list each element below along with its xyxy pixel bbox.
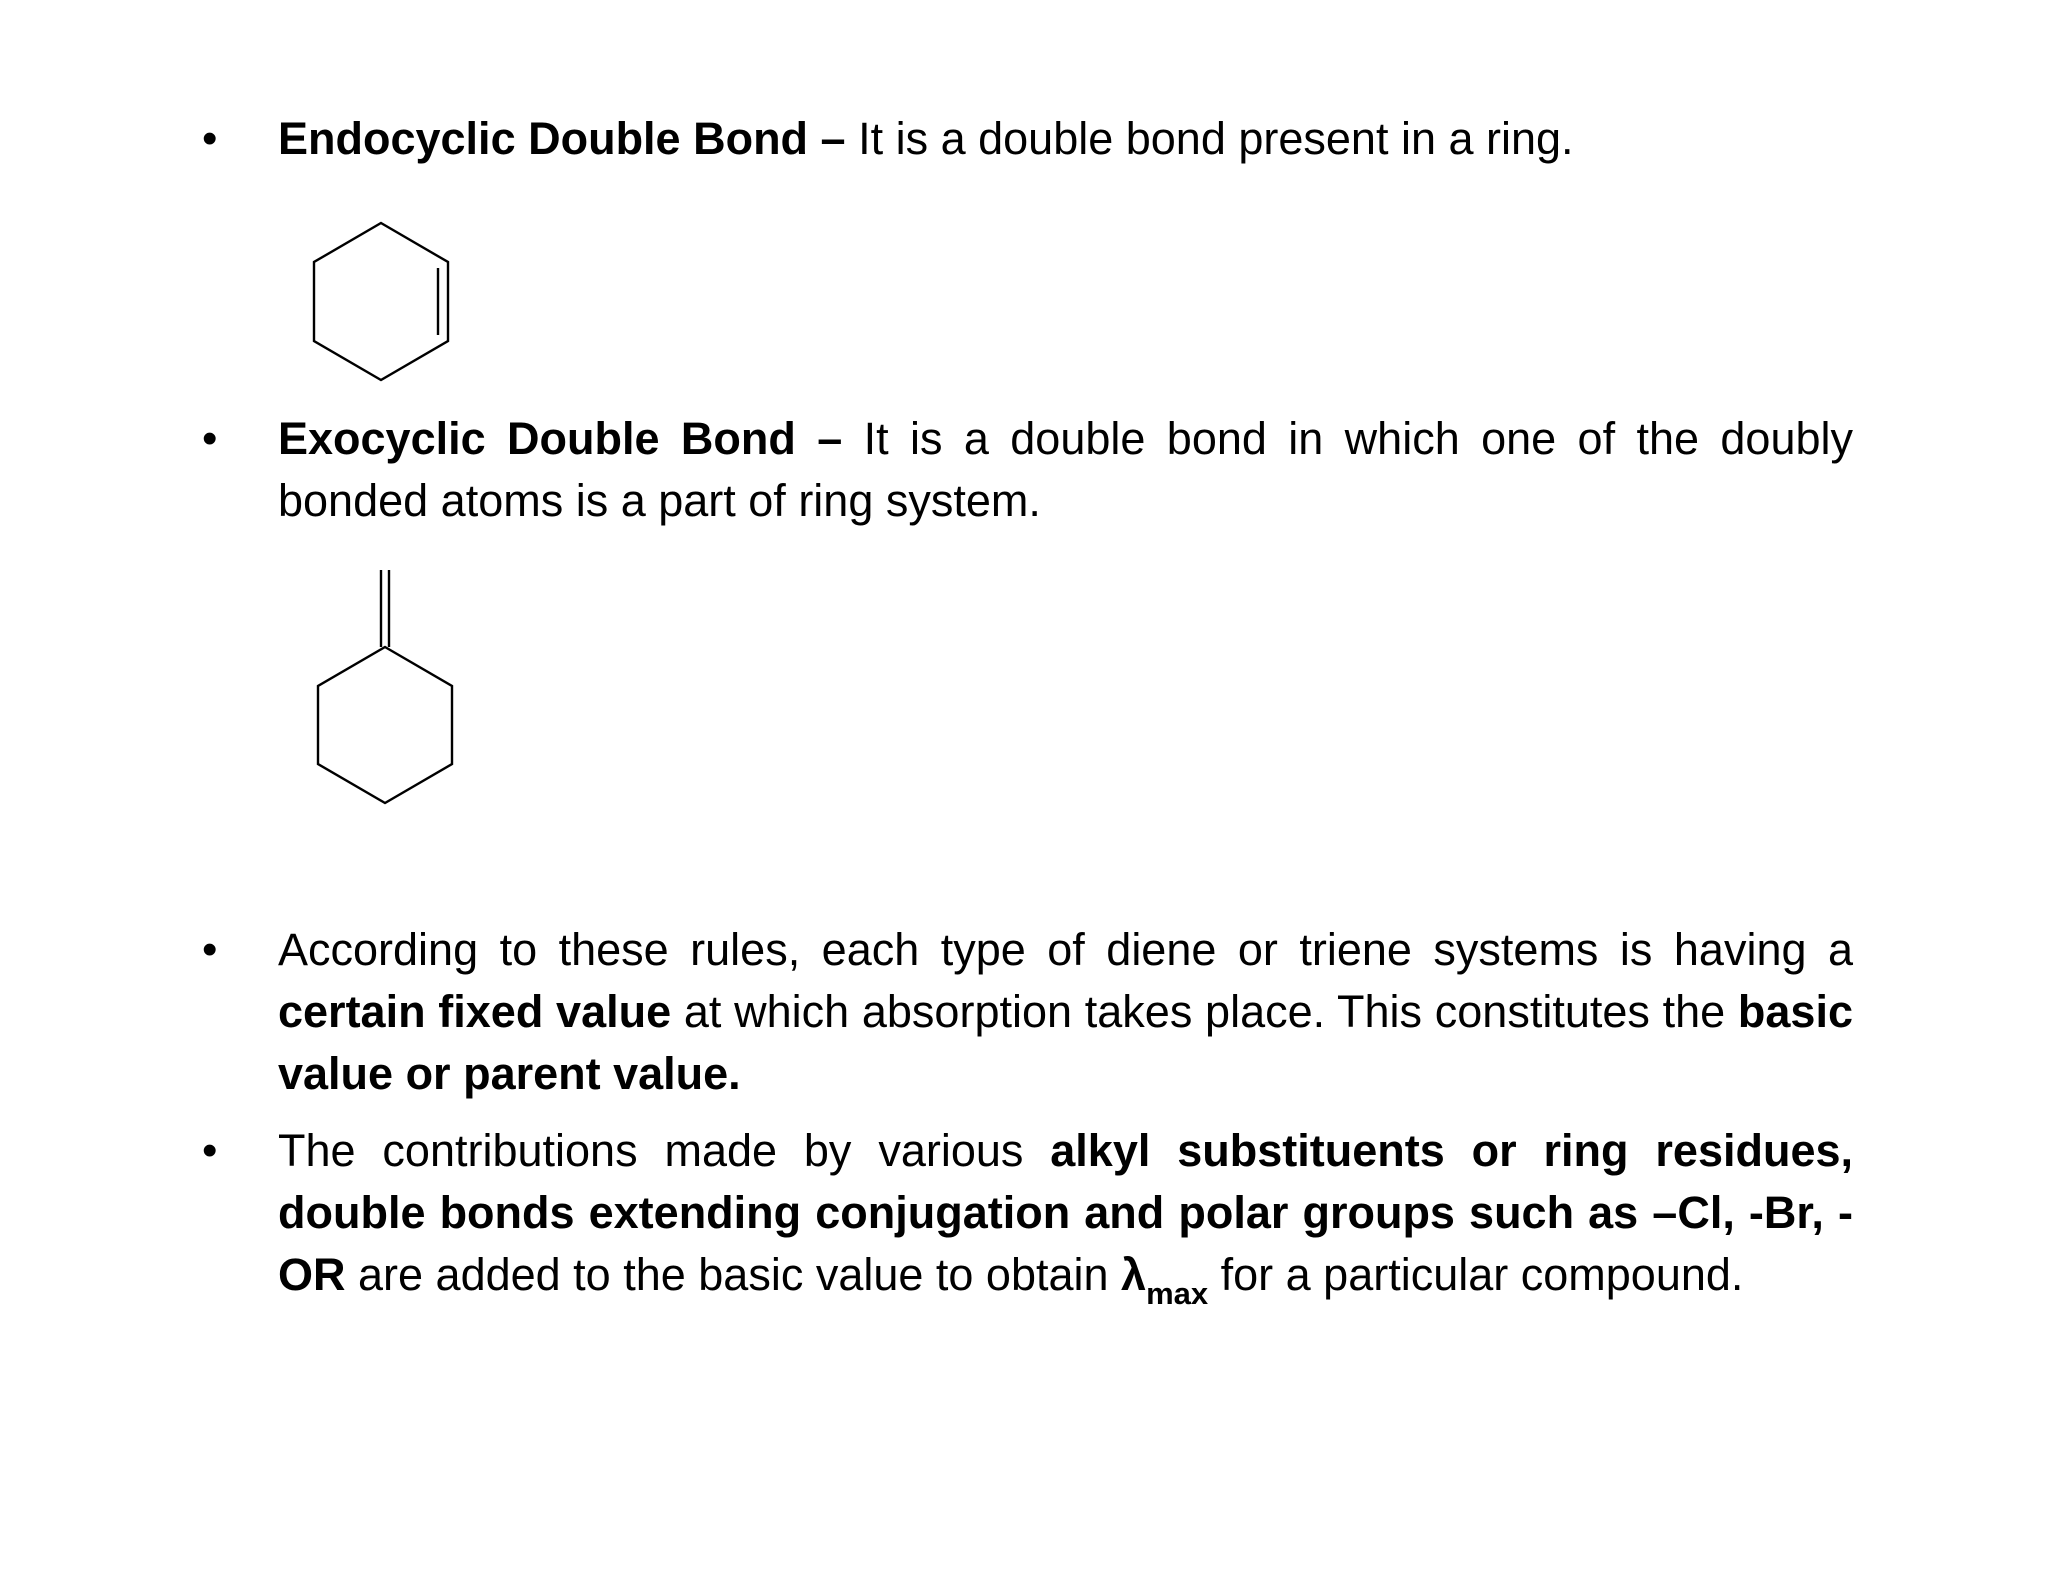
basic-value-text-1: According to these rules, each type of diene or triene systems is having a [278, 924, 1853, 975]
lambda-subscript: max [1146, 1276, 1209, 1311]
bullet-dot: • [202, 114, 218, 163]
cyclohexene-ring [314, 223, 448, 380]
exocyclic-description: It is a double bond in which one of the doubly bonded atoms is a part of ring system. [278, 413, 1853, 526]
lambda-symbol: λ [1121, 1249, 1147, 1300]
contributions-text-2: are added to the basic value to obtain [345, 1249, 1122, 1300]
bullet-dot: • [202, 1126, 218, 1175]
bullet-dot: • [202, 414, 218, 463]
exocyclic-definition [278, 408, 1853, 532]
contributions-text-1: The contributions made by various [278, 1125, 1051, 1176]
parent-value-term: basic value or parent value. [278, 986, 1853, 1099]
fixed-value-term: certain fixed value [278, 986, 672, 1037]
contributions-paragraph [278, 1120, 1853, 1311]
endocyclic-term: Endocyclic Double Bond – [278, 113, 846, 164]
cyclohexane-ring [318, 647, 452, 803]
bullet-dot: • [202, 925, 218, 974]
contributions-text-3: for a particular compound. [1220, 1249, 1744, 1300]
cyclohexene-structure [300, 215, 470, 390]
exocyclic-term: Exocyclic Double Bond – [278, 413, 843, 464]
substituents-term: alkyl substituents or ring residues, double bonds extending conjugation and polar groups such as –Cl, -Br, -OR [278, 1125, 1854, 1300]
basic-value-text-2: at which absorption takes place. This constitutes the [671, 986, 1738, 1037]
endocyclic-definition [278, 108, 1853, 170]
endocyclic-description: It is a double bond present in a ring. [845, 113, 1574, 164]
methylenecyclohexane-structure [300, 565, 470, 815]
basic-value-paragraph [278, 919, 1853, 1105]
